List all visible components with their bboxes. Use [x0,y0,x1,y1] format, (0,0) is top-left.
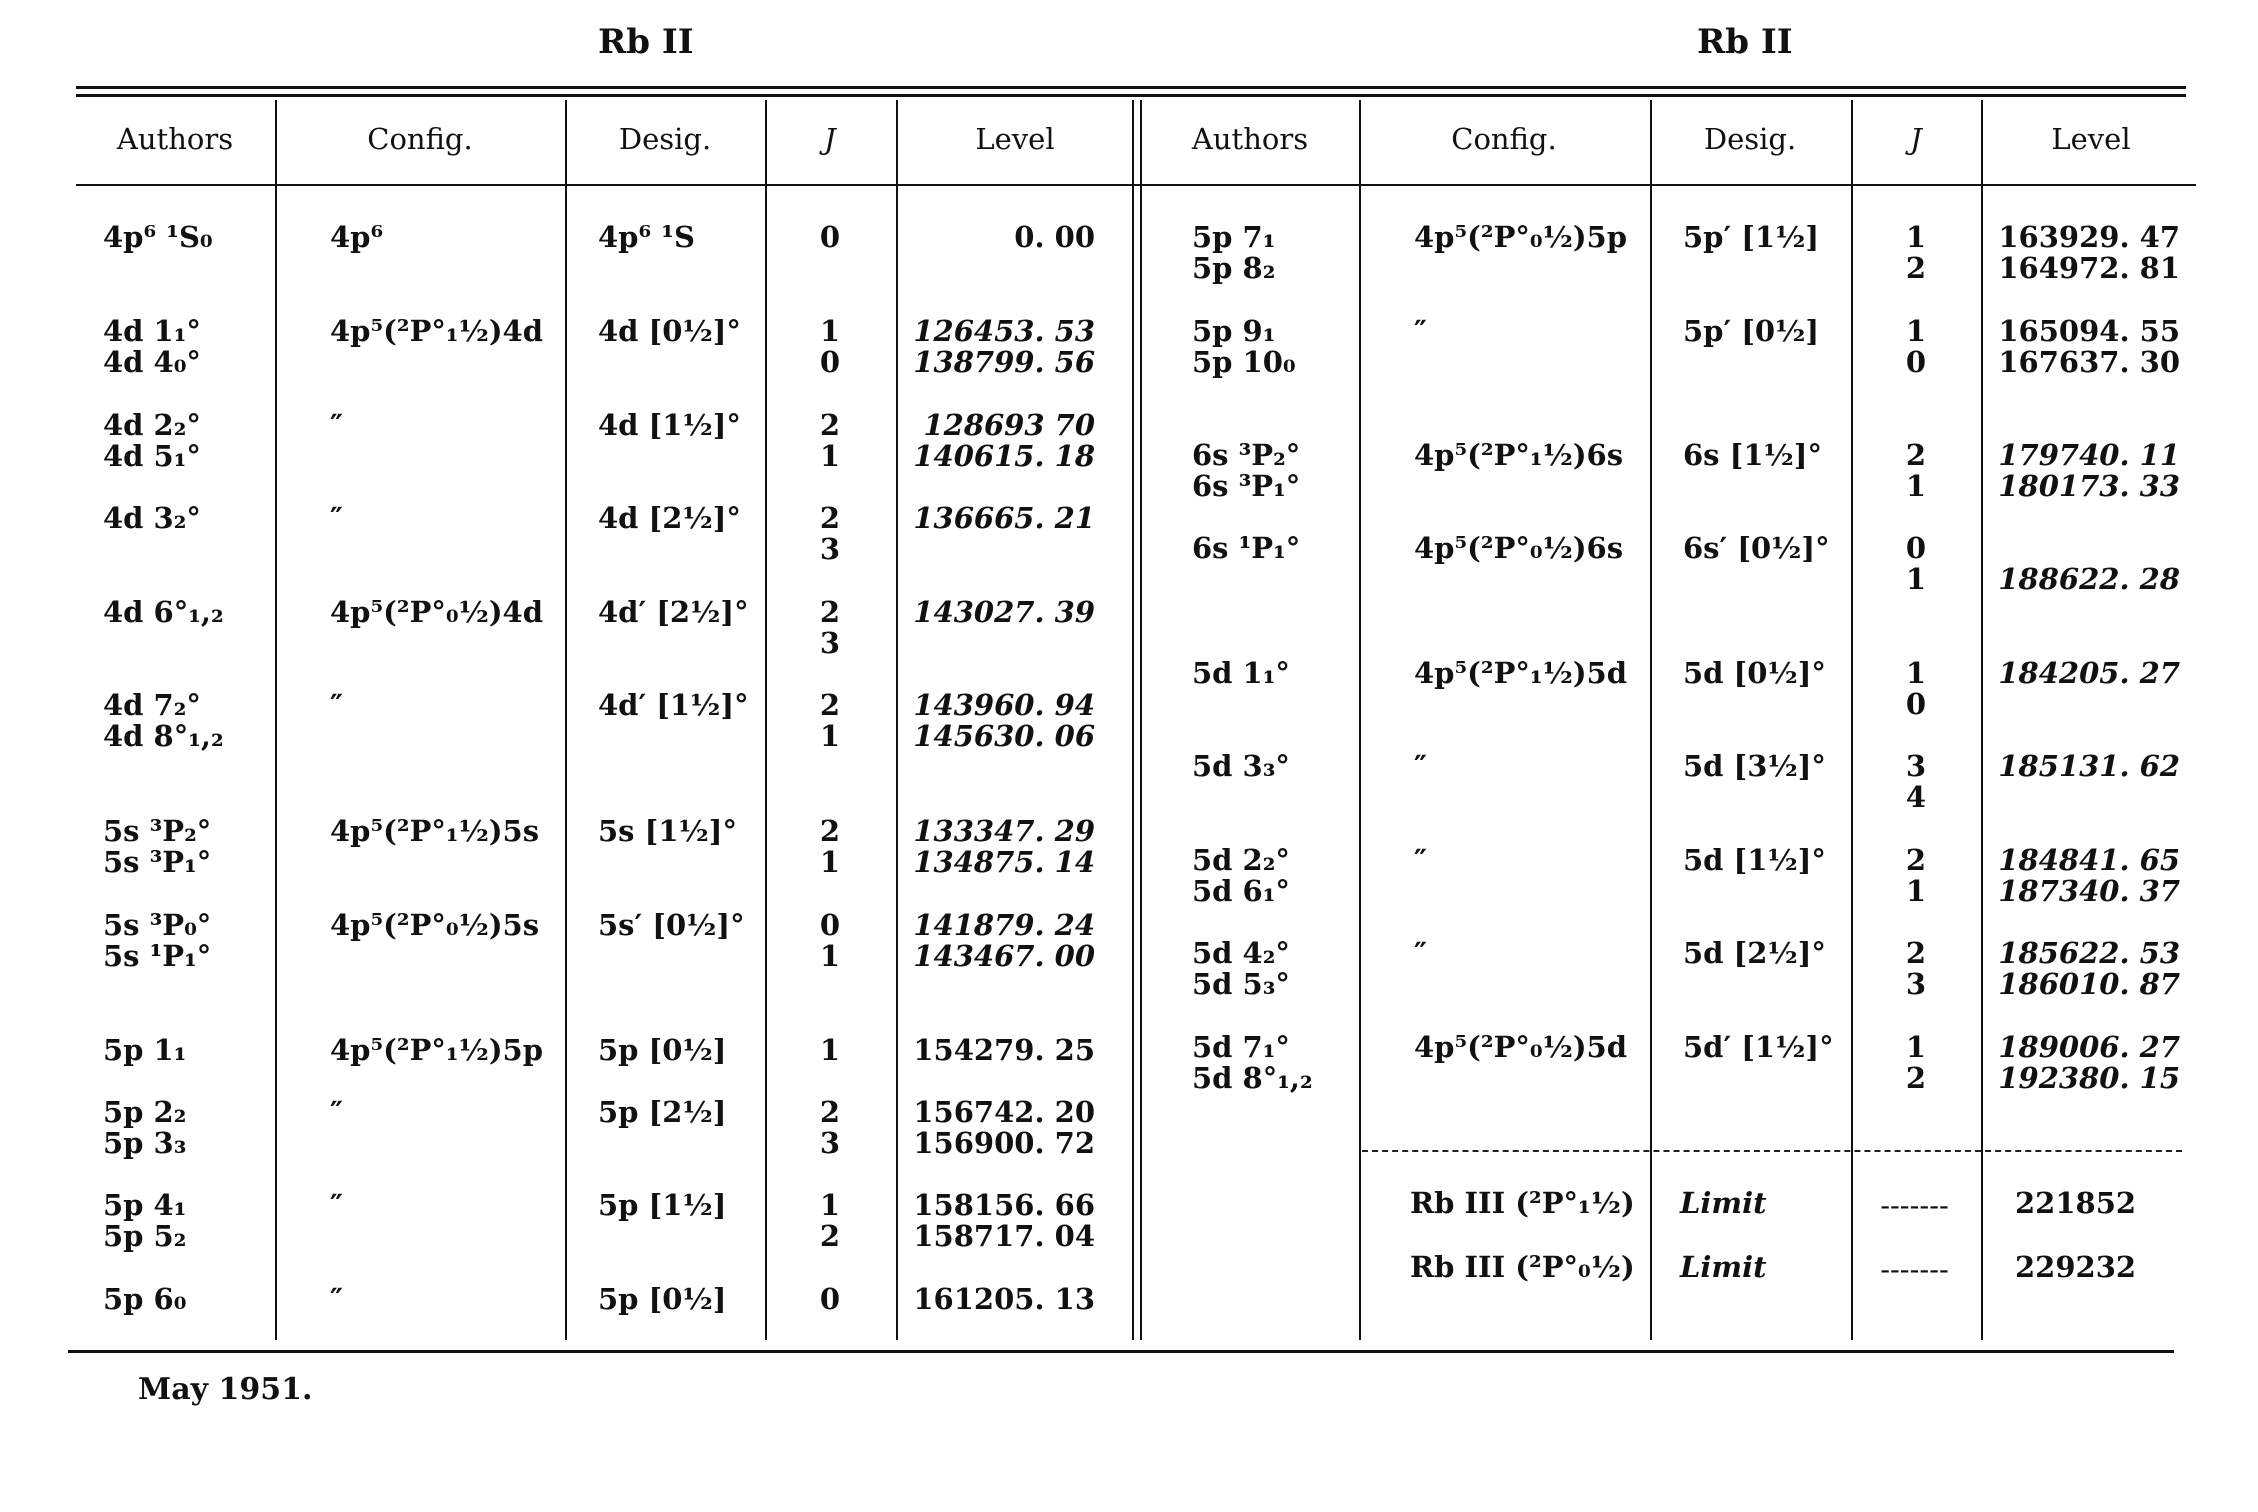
config-cell: 4p⁵(²P°₀½)5p [1414,220,1628,254]
j-cell: 1 [819,845,841,879]
header-authors-right: Authors [1191,122,1309,156]
center-rule-b [1140,100,1142,1340]
authors-cell: 4d 1₁° [103,314,201,348]
config-cell: 4p⁵(²P°₀½)4d [330,595,544,629]
col-rule-2 [565,100,567,1340]
col-rule-3 [765,100,767,1340]
j-cell: 2 [1905,1061,1927,1095]
config-cell: ″ [330,501,343,535]
level-cell: 185622. 53 [1998,936,2180,970]
j-cell: 1 [1905,314,1927,348]
designation-cell: 5d [1½]° [1683,843,1826,877]
authors-cell: 5s ¹P₁° [103,939,212,973]
authors-cell: 5p 5₂ [103,1219,187,1253]
authors-cell: 5d 2₂° [1192,843,1290,877]
level-cell: 0. 00 [1014,220,1095,254]
j-cell: 0 [819,908,841,942]
level-cell: 184841. 65 [1998,843,2180,877]
authors-cell: 5p 6₀ [103,1282,187,1316]
designation-cell: 5p [1½] [598,1188,727,1222]
level-cell: 163929. 47 [1998,220,2180,254]
authors-cell: 5d 6₁° [1192,874,1290,908]
config-cell: 4p⁵(²P°₁½)5d [1414,656,1628,690]
level-cell: 156900. 72 [913,1126,1095,1160]
level-cell: 136665. 21 [913,501,1095,535]
authors-cell: 6s ³P₁° [1192,469,1301,503]
level-cell: 143960. 94 [913,688,1095,722]
j-cell: 2 [819,595,841,629]
level-cell: 126453. 53 [913,314,1095,348]
j-cell: 3 [1905,967,1927,1001]
header-config-left: Config. [367,122,473,156]
designation-cell: 6s [1½]° [1683,438,1822,472]
header-j-right: J [1910,122,1922,156]
authors-cell: 5p 4₁ [103,1188,187,1222]
config-cell: ″ [330,1188,343,1222]
limit-desig-cell: Limit [1680,1250,1767,1284]
authors-cell: 5d 5₃° [1192,967,1290,1001]
col-rule-6 [1359,100,1361,1340]
limit-j-cell: ------- [1880,1252,1949,1286]
j-cell: 1 [819,719,841,753]
config-cell: 4p⁵(²P°₁½)5s [330,814,540,848]
limit-level-cell: 229232 [2015,1250,2137,1284]
j-cell: 4 [1905,780,1927,814]
j-cell: 2 [819,814,841,848]
authors-cell: 4d 5₁° [103,439,201,473]
designation-cell: 5s′ [0½]° [598,908,745,942]
header-level-right: Level [2051,122,2131,156]
designation-cell: 5p [0½] [598,1033,727,1067]
header-desig-left: Desig. [618,122,712,156]
level-cell: 145630. 06 [913,719,1095,753]
authors-cell: 5p 8₂ [1192,251,1276,285]
j-cell: 2 [819,1095,841,1129]
authors-cell: 4d 7₂° [103,688,201,722]
authors-cell: 5d 1₁° [1192,656,1290,690]
j-cell: 0 [819,345,841,379]
left-table-title: Rb II [598,22,694,62]
top-rule-1 [76,86,2186,89]
level-cell: 143027. 39 [913,595,1095,629]
authors-cell: 5d 8°₁,₂ [1192,1061,1313,1095]
level-cell: 154279. 25 [913,1033,1095,1067]
j-cell: 0 [1905,531,1927,565]
level-cell: 134875. 14 [913,845,1095,879]
j-cell: 3 [819,532,841,566]
level-cell: 184205. 27 [1998,656,2180,690]
j-cell: 1 [819,1033,841,1067]
config-cell: ″ [330,1282,343,1316]
bottom-rule [68,1350,2174,1353]
header-j-left: J [824,122,836,156]
level-cell: 165094. 55 [1998,314,2180,348]
level-cell: 156742. 20 [913,1095,1095,1129]
limit-config-cell: Rb III (²P°₀½) [1410,1250,1635,1284]
j-cell: 0 [1905,687,1927,721]
authors-cell: 4d 8°₁,₂ [103,719,224,753]
config-cell: 4p⁵(²P°₀½)6s [1414,531,1624,565]
level-cell: 164972. 81 [1998,251,2180,285]
config-cell: ″ [330,688,343,722]
authors-cell: 5p 9₁ [1192,314,1276,348]
j-cell: 1 [819,314,841,348]
level-cell: 138799. 56 [913,345,1095,379]
authors-cell: 5s ³P₁° [103,845,212,879]
j-cell: 2 [819,501,841,535]
col-rule-4 [896,100,898,1340]
j-cell: 3 [819,1126,841,1160]
authors-cell: 5p 7₁ [1192,220,1276,254]
authors-cell: 5s ³P₀° [103,908,212,942]
config-cell: 4p⁵(²P°₁½)6s [1414,438,1624,472]
authors-cell: 6s ³P₂° [1192,438,1301,472]
footer-date: May 1951. [138,1372,313,1407]
level-cell: 140615. 18 [913,439,1095,473]
authors-cell: 4p⁶ ¹S₀ [103,220,213,254]
level-cell: 128693 70 [923,408,1095,442]
authors-cell: 5d 7₁° [1192,1030,1290,1064]
config-cell: 4p⁵(²P°₀½)5s [330,908,540,942]
level-cell: 192380. 15 [1998,1061,2180,1095]
j-cell: 1 [819,439,841,473]
level-cell: 185131. 62 [1998,749,2180,783]
j-cell: 2 [1905,251,1927,285]
limit-desig-cell: Limit [1680,1186,1767,1220]
authors-cell: 5p 10₀ [1192,345,1296,379]
header-config-right: Config. [1451,122,1557,156]
header-level-left: Level [975,122,1055,156]
level-cell: 133347. 29 [913,814,1095,848]
designation-cell: 6s′ [0½]° [1683,531,1830,565]
j-cell: 1 [819,1188,841,1222]
j-cell: 2 [819,408,841,442]
level-cell: 158717. 04 [913,1219,1095,1253]
config-cell: 4p⁵(²P°₁½)5p [330,1033,544,1067]
level-cell: 167637. 30 [1998,345,2180,379]
j-cell: 1 [819,939,841,973]
level-cell: 179740. 11 [1998,438,2180,472]
level-cell: 189006. 27 [1998,1030,2180,1064]
top-rule-2 [76,94,2186,97]
j-cell: 1 [1905,562,1927,596]
authors-cell: 5s ³P₂° [103,814,212,848]
limit-j-cell: ------- [1880,1188,1949,1222]
j-cell: 2 [819,1219,841,1253]
col-rule-9 [1981,100,1983,1340]
j-cell: 2 [1905,936,1927,970]
designation-cell: 5s [1½]° [598,814,737,848]
designation-cell: 4d′ [2½]° [598,595,749,629]
designation-cell: 5d [2½]° [1683,936,1826,970]
level-cell: 161205. 13 [913,1282,1095,1316]
authors-cell: 5p 1₁ [103,1033,187,1067]
j-cell: 1 [1905,874,1927,908]
j-cell: 1 [1905,1030,1927,1064]
config-cell: 4p⁵(²P°₁½)4d [330,314,544,348]
config-cell: 4p⁶ [330,220,384,254]
authors-cell: 4d 6°₁,₂ [103,595,224,629]
config-cell: ″ [1414,314,1427,348]
level-cell: 187340. 37 [1998,874,2180,908]
designation-cell: 5p′ [1½] [1683,220,1820,254]
limit-level-cell: 221852 [2015,1186,2137,1220]
authors-cell: 5d 4₂° [1192,936,1290,970]
authors-cell: 5p 2₂ [103,1095,187,1129]
designation-cell: 4d [0½]° [598,314,741,348]
level-cell: 188622. 28 [1998,562,2180,596]
limit-config-cell: Rb III (²P°₁½) [1410,1186,1635,1220]
j-cell: 3 [819,626,841,660]
j-cell: 3 [1905,749,1927,783]
header-rule [76,184,2196,186]
config-cell: 4p⁵(²P°₀½)5d [1414,1030,1628,1064]
limits-dashed-rule [1362,1150,2182,1152]
level-cell: 141879. 24 [913,908,1095,942]
designation-cell: 4d [1½]° [598,408,741,442]
config-cell: ″ [1414,936,1427,970]
config-cell: ″ [1414,843,1427,877]
center-rule-a [1132,100,1134,1340]
designation-cell: 4d′ [1½]° [598,688,749,722]
j-cell: 2 [1905,438,1927,472]
authors-cell: 4d 2₂° [103,408,201,442]
config-cell: ″ [1414,749,1427,783]
j-cell: 1 [1905,220,1927,254]
j-cell: 1 [1905,656,1927,690]
right-table-title: Rb II [1697,22,1793,62]
authors-cell: 4d 4₀° [103,345,201,379]
header-authors-left: Authors [116,122,234,156]
j-cell: 0 [819,1282,841,1316]
authors-cell: 5p 3₃ [103,1126,187,1160]
designation-cell: 5d′ [1½]° [1683,1030,1834,1064]
authors-cell: 5d 3₃° [1192,749,1290,783]
config-cell: ″ [330,408,343,442]
level-cell: 180173. 33 [1998,469,2180,503]
designation-cell: 5d [3½]° [1683,749,1826,783]
j-cell: 0 [819,220,841,254]
col-rule-7 [1650,100,1652,1340]
j-cell: 2 [819,688,841,722]
j-cell: 0 [1905,345,1927,379]
col-rule-8 [1851,100,1853,1340]
designation-cell: 5p [0½] [598,1282,727,1316]
designation-cell: 4p⁶ ¹S [598,220,695,254]
level-cell: 186010. 87 [1998,967,2180,1001]
level-cell: 143467. 00 [913,939,1095,973]
j-cell: 1 [1905,469,1927,503]
header-desig-right: Desig. [1703,122,1797,156]
designation-cell: 5p′ [0½] [1683,314,1820,348]
designation-cell: 5p [2½] [598,1095,727,1129]
designation-cell: 5d [0½]° [1683,656,1826,690]
col-rule-1 [275,100,277,1340]
authors-cell: 6s ¹P₁° [1192,531,1301,565]
config-cell: ″ [330,1095,343,1129]
authors-cell: 4d 3₂° [103,501,201,535]
level-cell: 158156. 66 [913,1188,1095,1222]
designation-cell: 4d [2½]° [598,501,741,535]
j-cell: 2 [1905,843,1927,877]
